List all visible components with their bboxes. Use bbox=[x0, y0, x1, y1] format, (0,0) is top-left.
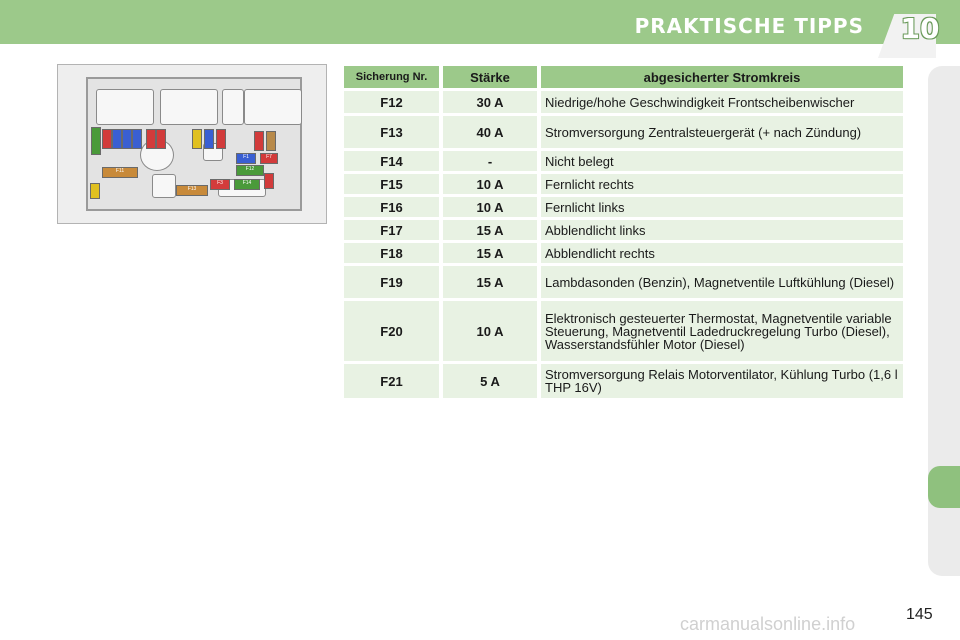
fuse-rating: 15 A bbox=[443, 220, 541, 240]
fuse-number: F17 bbox=[344, 220, 443, 240]
fuse bbox=[216, 129, 226, 149]
fuse-number: F13 bbox=[344, 116, 443, 148]
fuse-rating: - bbox=[443, 151, 541, 171]
column-header-nr: Sicherung Nr. bbox=[344, 66, 443, 88]
fuse-circuit: Niedrige/hohe Geschwindigkeit Frontscheibenwischer bbox=[541, 91, 903, 113]
fuse-circuit: Stromversorgung Zentralsteuergerät (+ nach Zündung) bbox=[541, 116, 903, 148]
table-row bbox=[344, 220, 903, 240]
table-row bbox=[344, 91, 903, 113]
fuse-rating: 15 A bbox=[443, 243, 541, 263]
fuse-f12: F12 bbox=[236, 165, 264, 176]
fuse bbox=[122, 129, 132, 149]
fuse bbox=[146, 129, 156, 149]
fuse bbox=[204, 129, 214, 149]
fuse-circuit: Nicht belegt bbox=[541, 151, 903, 171]
fuse-rating: 15 A bbox=[443, 266, 541, 298]
fuse-number: F20 bbox=[344, 301, 443, 361]
table-header-row bbox=[344, 66, 903, 88]
fuse-table bbox=[344, 63, 903, 401]
fuse-circuit: Fernlicht rechts bbox=[541, 174, 903, 194]
fuse bbox=[91, 127, 101, 155]
column-header-staerke: Stärke bbox=[443, 66, 541, 88]
fuse-f7: F7 bbox=[260, 153, 278, 164]
fuse-f11: F11 bbox=[102, 167, 138, 178]
fuse-f1: F1 bbox=[236, 153, 256, 164]
table-row bbox=[344, 243, 903, 263]
table-row bbox=[344, 301, 903, 361]
table-row bbox=[344, 266, 903, 298]
fuse-number: F19 bbox=[344, 266, 443, 298]
fuse-number: F12 bbox=[344, 91, 443, 113]
watermark: carmanualsonline.info bbox=[680, 614, 856, 634]
fuse bbox=[264, 173, 274, 189]
fuse-circuit: Stromversorgung Relais Motorventilator, Kühlung Turbo (1,6 l THP 16V) bbox=[541, 364, 903, 398]
fuse-box-outline bbox=[86, 77, 302, 211]
fuse-circuit: Abblendlicht links bbox=[541, 220, 903, 240]
relay bbox=[160, 89, 218, 125]
table-row bbox=[344, 197, 903, 217]
fuse bbox=[192, 129, 202, 149]
page-number: 145 bbox=[906, 606, 933, 623]
column-header-stromkreis: abgesicherter Stromkreis bbox=[541, 66, 903, 88]
fuse-number: F14 bbox=[344, 151, 443, 171]
fuse-rating: 30 A bbox=[443, 91, 541, 113]
fuse bbox=[102, 129, 112, 149]
side-tab-active[interactable] bbox=[928, 466, 960, 508]
table-row bbox=[344, 116, 903, 148]
fuse bbox=[90, 183, 100, 199]
relay bbox=[152, 174, 176, 198]
fuse bbox=[156, 129, 166, 149]
fuse-number: F18 bbox=[344, 243, 443, 263]
table-row bbox=[344, 174, 903, 194]
chapter-number: 10 bbox=[900, 12, 940, 45]
fuse-f3: F3 bbox=[210, 179, 230, 190]
relay bbox=[222, 89, 244, 125]
fuse bbox=[254, 131, 264, 151]
fuse-f14: F14 bbox=[234, 179, 260, 190]
fuse-circuit: Lambdasonden (Benzin), Magnetventile Luftkühlung (Diesel) bbox=[541, 266, 903, 298]
table-row bbox=[344, 151, 903, 171]
fuse bbox=[132, 129, 142, 149]
fuse-number: F16 bbox=[344, 197, 443, 217]
fuse-number: F15 bbox=[344, 174, 443, 194]
relay bbox=[244, 89, 302, 125]
fuse-rating: 5 A bbox=[443, 364, 541, 398]
fuse bbox=[112, 129, 122, 149]
fuse-f13: F13 bbox=[176, 185, 208, 196]
fuse-circuit: Fernlicht links bbox=[541, 197, 903, 217]
fuse-rating: 10 A bbox=[443, 197, 541, 217]
table-row bbox=[344, 364, 903, 398]
fuse-rating: 10 A bbox=[443, 174, 541, 194]
fuse bbox=[266, 131, 276, 151]
fuse-circuit: Abblendlicht rechts bbox=[541, 243, 903, 263]
fuse-rating: 40 A bbox=[443, 116, 541, 148]
fuse-box-diagram bbox=[57, 64, 327, 224]
fuse-circuit: Elektronisch gesteuerter Thermostat, Magnetventile variable Steuerung, Magnetventil Ladedruckregelung Turbo (Diesel), Wasserstandsfühler Motor (Diesel) bbox=[541, 301, 903, 361]
fuse-rating: 10 A bbox=[443, 301, 541, 361]
page-title: PRAKTISCHE TIPPS bbox=[634, 14, 864, 38]
relay bbox=[96, 89, 154, 125]
fuse-number: F21 bbox=[344, 364, 443, 398]
